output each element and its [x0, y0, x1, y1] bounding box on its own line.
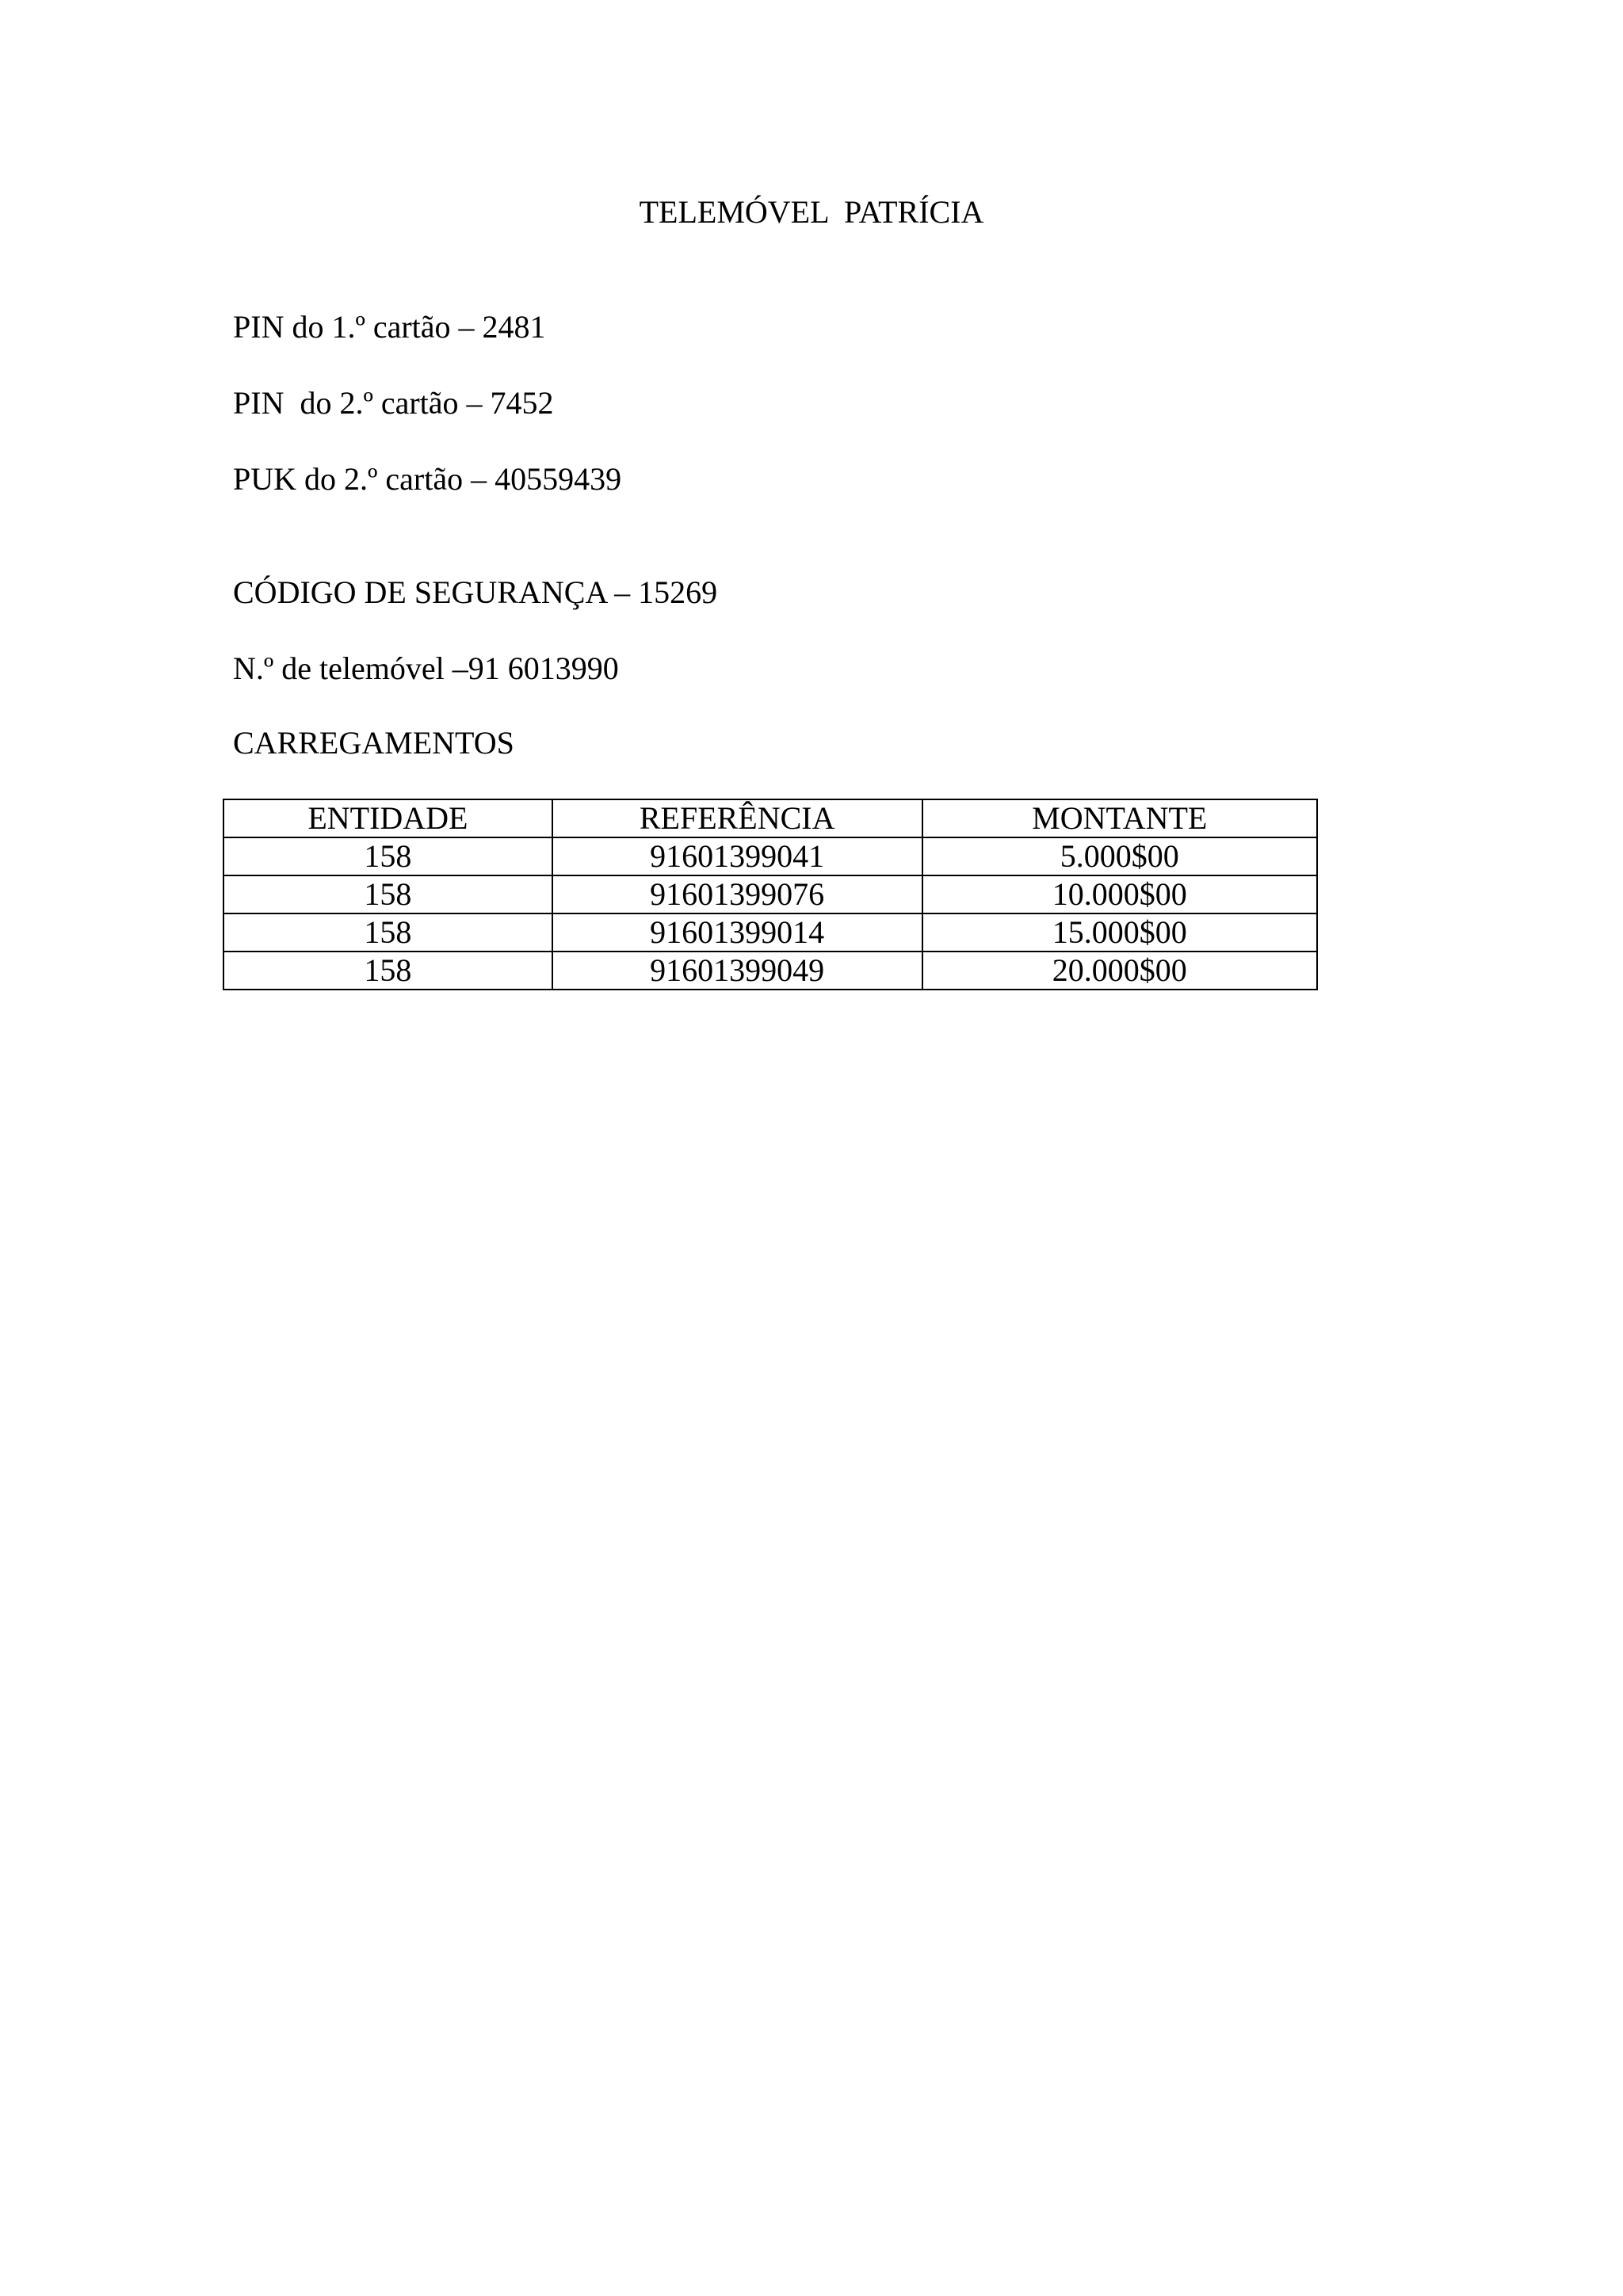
- table-row: [223, 913, 1317, 952]
- entidade-cell: 158: [223, 913, 552, 952]
- pin-card-1: PIN do 1.º cartão – 2481: [233, 309, 546, 345]
- montante-cell: 20.000$00: [922, 952, 1317, 990]
- recharges-heading: CARREGAMENTOS: [233, 725, 514, 761]
- referencia-cell: 91601399076: [552, 875, 922, 913]
- entidade-cell: 158: [223, 952, 552, 990]
- recharges-table: [223, 799, 1318, 990]
- column-header-montante: MONTANTE: [922, 799, 1317, 837]
- document-title: TELEMÓVEL PATRÍCIA: [639, 194, 984, 230]
- entidade-cell: 158: [223, 875, 552, 913]
- montante-cell: 5.000$00: [922, 837, 1317, 875]
- column-header-referencia: REFERÊNCIA: [552, 799, 922, 837]
- table-row: [223, 952, 1317, 990]
- table-row: [223, 837, 1317, 875]
- pin-card-2: PIN do 2.º cartão – 7452: [233, 385, 554, 421]
- phone-number: N.º de telemóvel –91 6013990: [233, 650, 619, 686]
- referencia-cell: 91601399041: [552, 837, 922, 875]
- montante-cell: 15.000$00: [922, 913, 1317, 952]
- table-header-row: [223, 799, 1317, 837]
- montante-cell: 10.000$00: [922, 875, 1317, 913]
- table-row: [223, 875, 1317, 913]
- puk-card-2: PUK do 2.º cartão – 40559439: [233, 461, 622, 497]
- referencia-cell: 91601399014: [552, 913, 922, 952]
- referencia-cell: 91601399049: [552, 952, 922, 990]
- entidade-cell: 158: [223, 837, 552, 875]
- security-code: CÓDIGO DE SEGURANÇA – 15269: [233, 574, 718, 610]
- column-header-entidade: ENTIDADE: [223, 799, 552, 837]
